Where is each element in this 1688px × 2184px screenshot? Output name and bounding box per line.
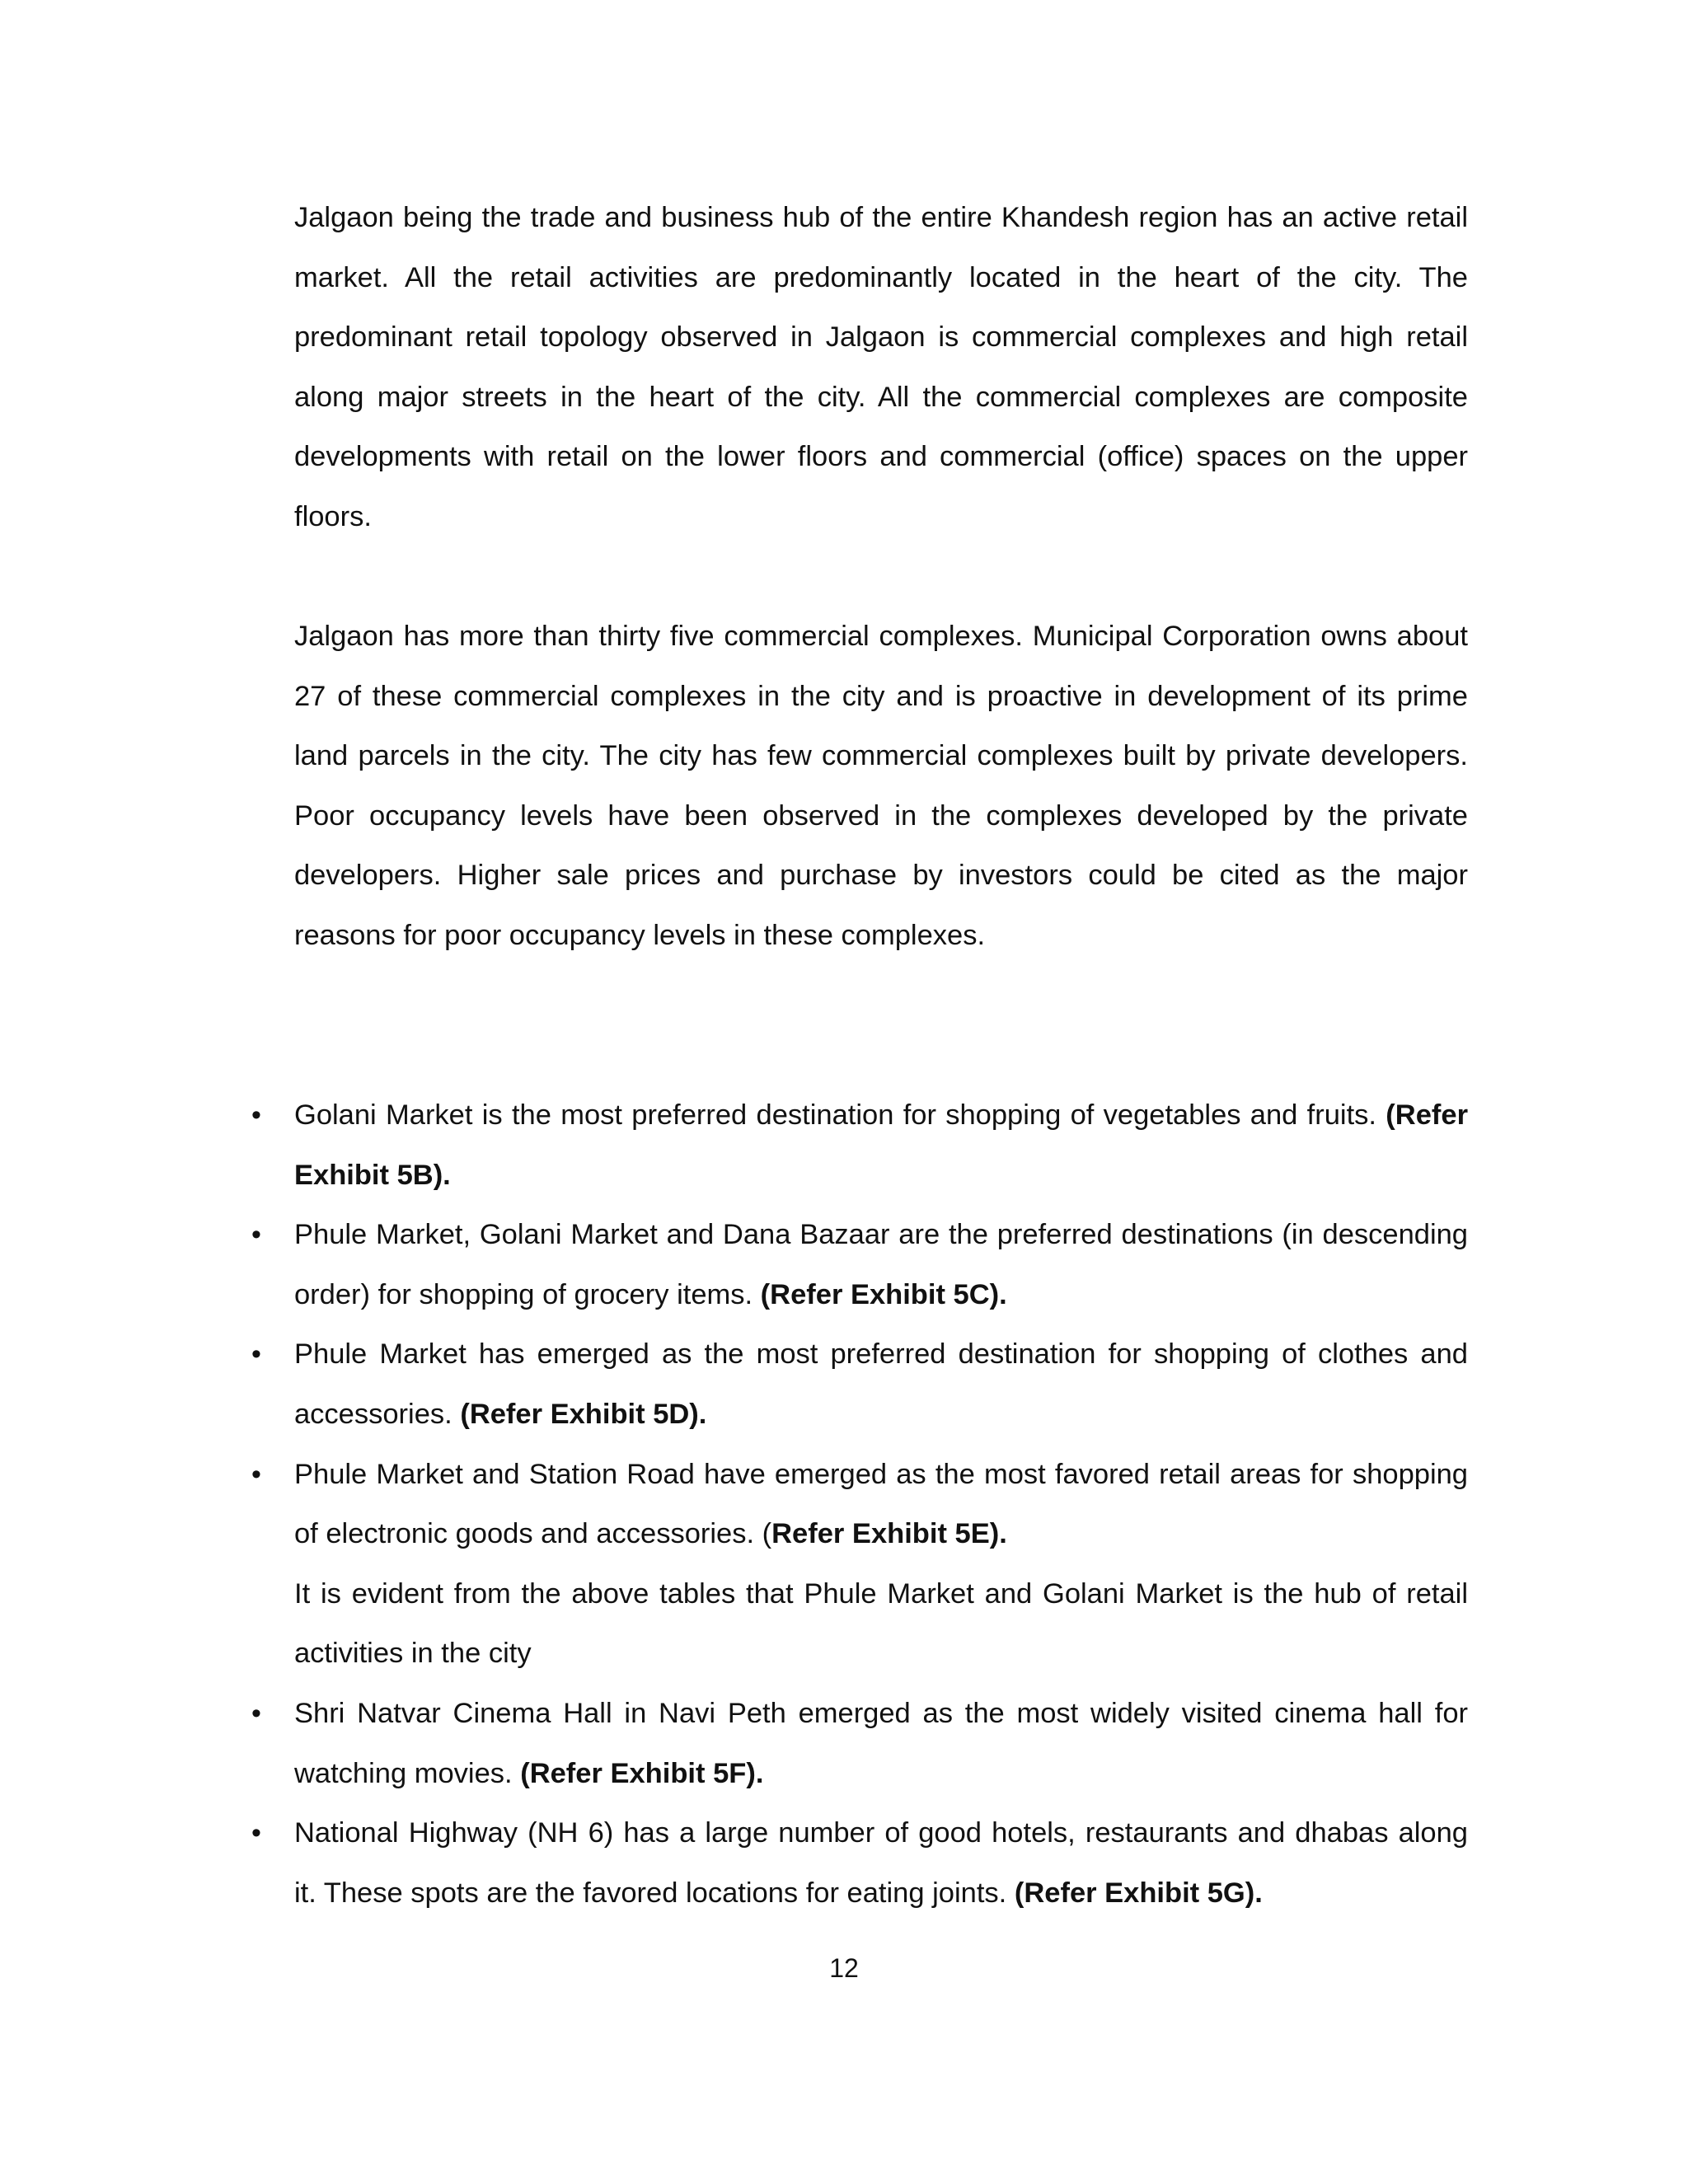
bullet-item-cinema-hall xyxy=(251,1684,1468,1803)
bullet-text: National Highway (NH 6) has a large number of good hotels, restaurants and dhabas along it. These spots are the favored locations for eating joints. xyxy=(294,1817,1468,1909)
paragraph-commercial-complexes: Jalgaon has more than thirty five commercial complexes. Municipal Corporation owns about 27 of these commercial complexes in the city and is proactive in development of its prime land parcels in the city. The city has few commercial complexes built by private developers. Poor occupancy levels have been observed in the complexes developed by the private developers. Higher sale prices and purchase by investors could be cited as the major reasons for poor occupancy levels in these complexes. xyxy=(294,621,1468,951)
findings-bullet-list xyxy=(251,1085,1468,1923)
bullet-text: Golani Market is the most preferred destination for shopping of vegetables and fruits. xyxy=(294,1099,1386,1131)
exhibit-reference: Refer Exhibit 5E). xyxy=(771,1518,1007,1550)
bullet-item-eating-joints xyxy=(251,1803,1468,1923)
page-number: 12 xyxy=(829,1953,859,1983)
bullet-icon: • xyxy=(251,1817,261,1849)
bullet-text: Shri Natvar Cinema Hall in Navi Peth emerged as the most widely visited cinema hall for watching movies. xyxy=(294,1697,1468,1789)
exhibit-reference: (Refer Exhibit 5F). xyxy=(520,1757,764,1789)
bullet-text: Phule Market and Station Road have emerged as the most favored retail areas for shopping of electronic goods and accessories. ( xyxy=(294,1458,1468,1550)
bullet-icon: • xyxy=(251,1099,261,1131)
bullet-icon: • xyxy=(251,1338,261,1371)
bullet-icon: • xyxy=(251,1697,261,1729)
exhibit-reference: (Refer Exhibit 5G). xyxy=(1014,1877,1263,1909)
bullet-item-grocery-destinations xyxy=(251,1205,1468,1324)
bullet-item-clothes-shopping xyxy=(251,1324,1468,1444)
exhibit-reference: (Refer Exhibit 5B). xyxy=(294,1099,1468,1191)
bullet-note: It is evident from the above tables that Phule Market and Golani Market is the hub of retail activities in the city xyxy=(294,1577,1468,1670)
bullet-item-golani-market xyxy=(251,1085,1468,1205)
bullet-icon: • xyxy=(251,1458,261,1490)
bullet-item-electronics-shopping xyxy=(251,1445,1468,1684)
paragraph-retail-market: Jalgaon being the trade and business hub of the entire Khandesh region has an active retail market. All the retail activities are predominantly located in the heart of the city. The predominant retail topology observed in Jalgaon is commercial complexes and high retail along major streets in the heart of the city. All the commercial complexes are composite developments with retail on the lower floors and commercial (office) spaces on the upper floors. xyxy=(294,202,1468,532)
bullet-text: Phule Market, Golani Market and Dana Bazaar are the preferred destinations (in descending order) for shopping of grocery items. xyxy=(294,1219,1468,1310)
bullet-icon: • xyxy=(251,1219,261,1251)
exhibit-reference: (Refer Exhibit 5C). xyxy=(760,1278,1007,1310)
bullet-text: Phule Market has emerged as the most preferred destination for shopping of clothes and accessories. xyxy=(294,1338,1468,1430)
exhibit-reference: (Refer Exhibit 5D). xyxy=(460,1398,707,1430)
